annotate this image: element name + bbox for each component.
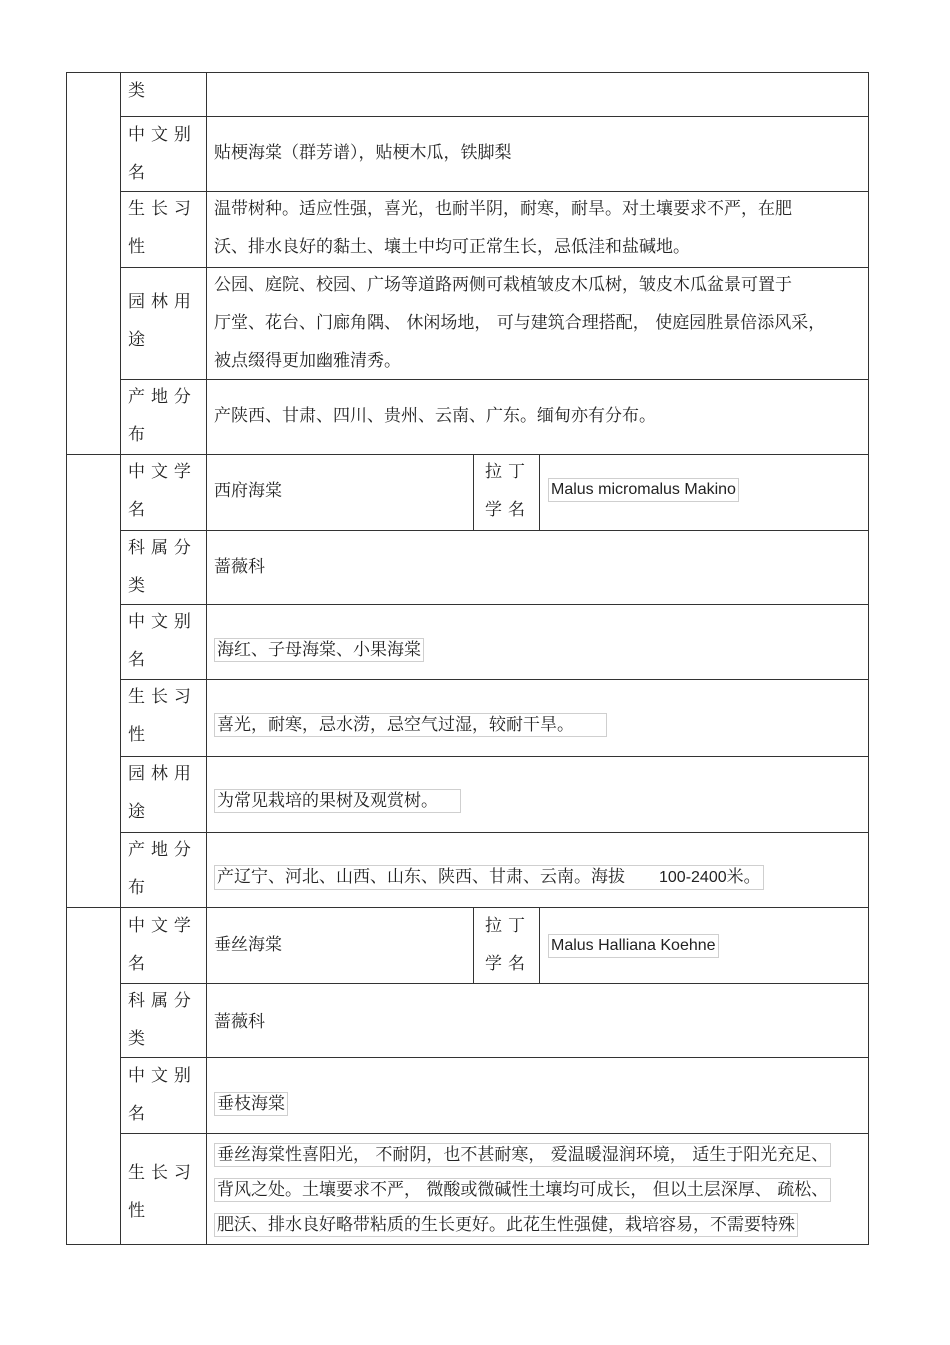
alias-value: 贴梗海棠（群芳谱），贴梗木瓜，铁脚梨 <box>214 143 512 163</box>
family-value: 蔷薇科 <box>214 557 265 577</box>
origin-value <box>214 865 764 890</box>
garden-use-label: 园林用途 <box>128 764 197 822</box>
origin-unit: 米。 <box>726 867 761 887</box>
row-separator <box>120 983 869 984</box>
garden-use-value-wrap <box>214 782 864 820</box>
alias-value: 海红、子母海棠、小果海棠 <box>214 638 424 662</box>
row-separator <box>120 604 869 605</box>
row-separator <box>120 679 869 680</box>
cn-name-value: 西府海棠 <box>214 481 282 501</box>
latin-value: Malus micromalus Makino <box>548 478 739 502</box>
habit-value <box>214 190 864 266</box>
alias-label: 中文别名 <box>128 612 197 670</box>
alias-value-wrap <box>214 1085 864 1123</box>
latin-value-wrap <box>548 478 739 502</box>
garden-use-value: 为常见栽培的果树及观赏树。 <box>214 789 461 813</box>
origin-text: 产辽宁、河北、山西、山东、陕西、甘肃、云南。海拔 <box>217 867 625 887</box>
row-separator <box>120 116 869 117</box>
latin-label-divider <box>473 454 474 530</box>
habit-label: 生长习性 <box>128 199 197 257</box>
species-table <box>66 72 869 1245</box>
habit-line: 垂丝海棠性喜阳光， 不耐阴，也不甚耐寒， 爱温暖湿润环境， 适生于阳光充足、 <box>214 1143 831 1167</box>
alias-label: 中文别名 <box>128 1066 197 1124</box>
habit-value-wrap <box>214 706 864 744</box>
habit-label: 生长习性 <box>128 687 197 745</box>
cn-name-label: 中文学名 <box>128 916 197 974</box>
family-label: 科属分类 <box>128 538 197 596</box>
alias-label: 中文别名 <box>128 125 197 183</box>
row-separator <box>120 1133 869 1134</box>
latin-value-wrap <box>548 934 719 958</box>
table-border-left <box>66 72 67 1245</box>
index-column-divider <box>120 72 121 1245</box>
table-border-right <box>868 72 869 1245</box>
origin-label: 产地分布 <box>128 840 197 898</box>
label-column-divider <box>206 72 207 1245</box>
origin-label: 产地分布 <box>128 387 197 445</box>
latin-label: 拉丁学名 <box>485 916 531 974</box>
habit-value: 喜光，耐寒，忌水涝，忌空气过湿，较耐干旱。 <box>214 713 607 737</box>
latin-label: 拉丁学名 <box>485 462 531 520</box>
use-line: 厅堂、花台、门廊角隅、 休闲场地， 可与建筑合理搭配， 使庭园胜景倍添风采， <box>214 313 826 333</box>
habit-line: 温带树种。适应性强，喜光，也耐半阴，耐寒，耐旱。对土壤要求不严，在肥 <box>214 199 792 219</box>
alias-value-wrap <box>214 631 864 669</box>
latin-label-divider <box>473 907 474 983</box>
category-label-tail: 类 <box>128 81 151 101</box>
cn-name-label: 中文学名 <box>128 462 197 520</box>
habit-line: 肥沃、排水良好略带粘质的生长更好。此花生性强健，栽培容易，不需要特殊 <box>214 1213 798 1237</box>
origin-value-wrap <box>214 858 864 896</box>
use-line: 公园、庭院、校园、广场等道路两侧可栽植皱皮木瓜树，皱皮木瓜盆景可置于 <box>214 275 792 295</box>
row-separator <box>120 1057 869 1058</box>
alias-value: 垂枝海棠 <box>214 1092 288 1116</box>
row-separator <box>120 530 869 531</box>
row-separator <box>120 756 869 757</box>
latin-value: Malus Halliana Koehne <box>548 934 719 958</box>
origin-value: 产陕西、甘肃、四川、贵州、云南、广东。缅甸亦有分布。 <box>214 406 656 426</box>
row-separator <box>120 832 869 833</box>
table-border-bottom <box>66 1244 869 1245</box>
garden-use-value <box>214 266 864 380</box>
family-label: 科属分类 <box>128 991 197 1049</box>
habit-value <box>214 1138 864 1243</box>
habit-line: 背风之处。土壤要求不严， 微酸或微碱性土壤均可成长， 但以土层深厚、 疏松、 <box>214 1178 831 1202</box>
altitude-range: 100-2400 <box>659 869 727 886</box>
habit-label: 生长习性 <box>128 1163 197 1221</box>
garden-use-label: 园林用途 <box>128 292 197 350</box>
family-value: 蔷薇科 <box>214 1012 265 1032</box>
use-line: 被点缀得更加幽雅清秀。 <box>214 351 401 371</box>
cn-name-value: 垂丝海棠 <box>214 935 282 955</box>
habit-line: 沃、排水良好的黏土、壤土中均可正常生长，忌低洼和盐碱地。 <box>214 237 690 257</box>
